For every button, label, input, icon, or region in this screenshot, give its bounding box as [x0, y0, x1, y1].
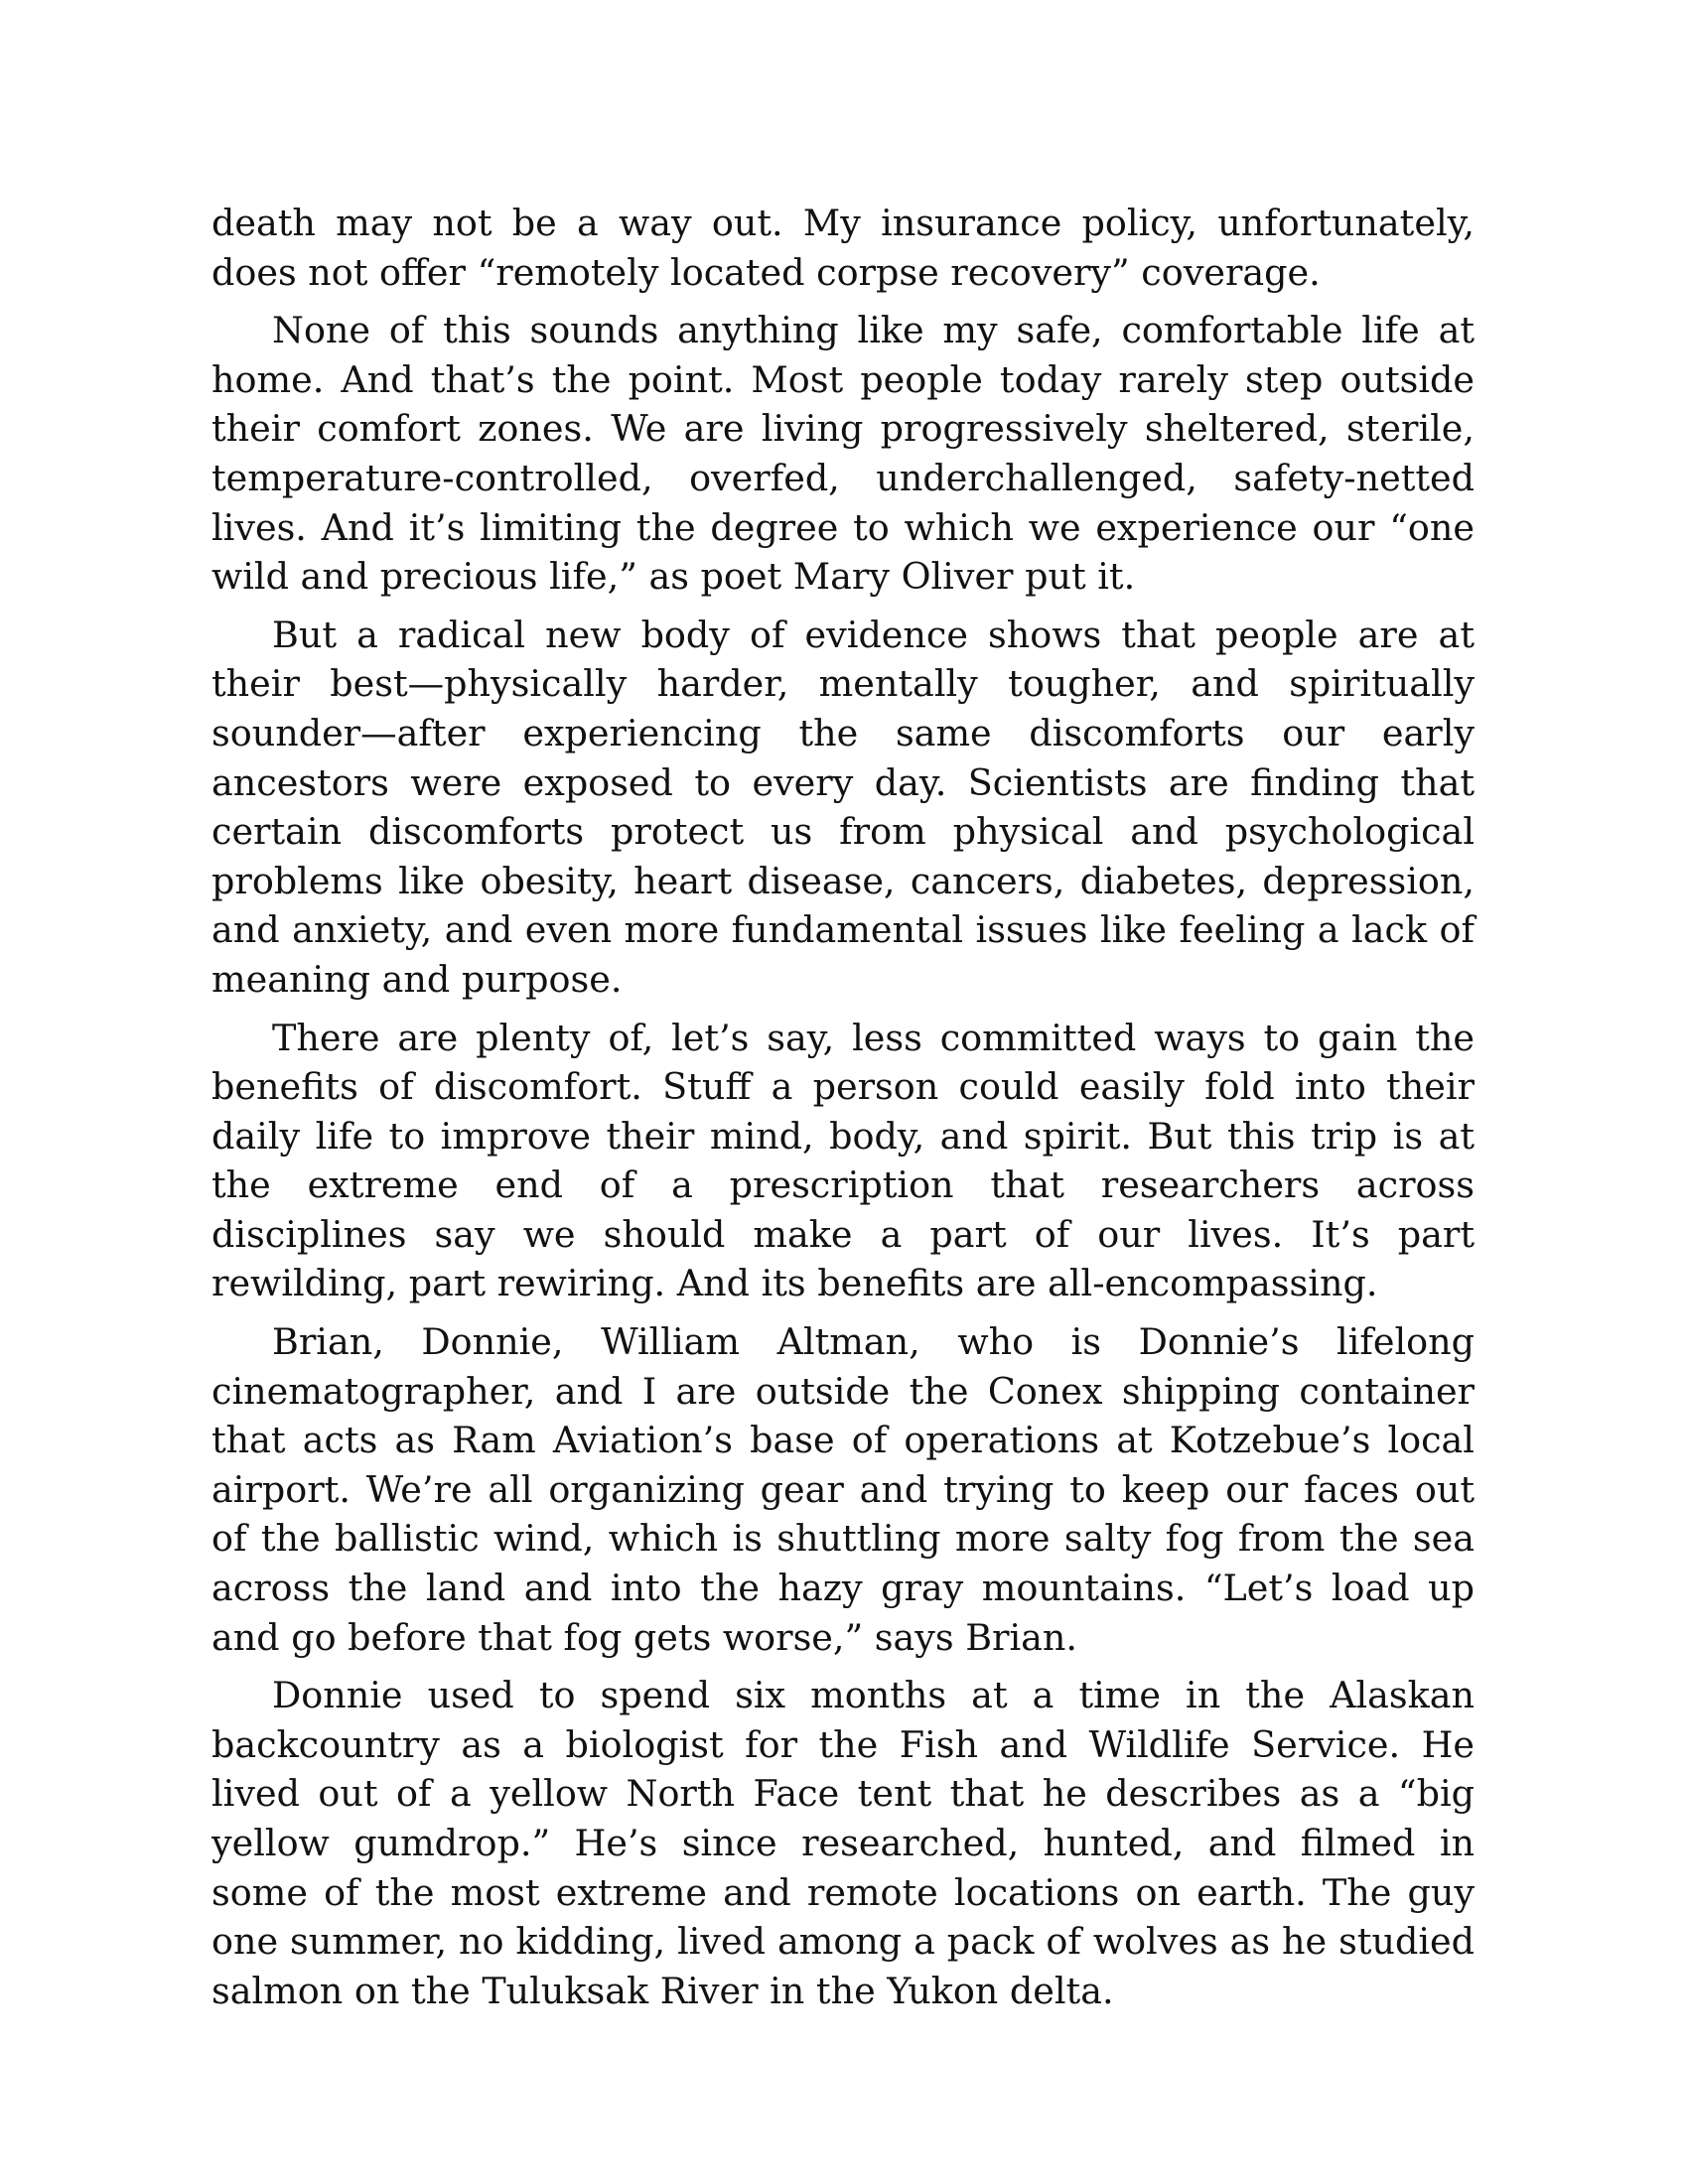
book-page-body	[211, 199, 1475, 2015]
paragraph-continued: death may not be a way out. My insurance policy, unfortunately, does not offer “remotely located corpse recovery” coverage.	[211, 202, 1475, 294]
paragraph-comfort-zones: None of this sounds anything like my safe, comfortable life at home. And that’s the point. Most people today rarely step outside their comfort zones. We are living progressively sheltered, sterile, temperature-controlled, overfed, underchallenged, safety-netted lives. And it’s limiting the degree to which we experience our “one wild and precious life,” as poet Mary Oliver put it.	[211, 309, 1475, 599]
paragraph-evidence: But a radical new body of evidence shows that people are at their best—physically harder, mentally tougher, and spiritually sounder—after experiencing the same discomforts our early ancestors were exposed to every day. Scientists are finding that certain discomforts protect us from physical and psychological problems like obesity, heart disease, cancers, diabetes, depression, and anxiety, and even more fundamental issues like feeling a lack of meaning and purpose.	[211, 613, 1475, 1001]
paragraph-airport: Brian, Donnie, William Altman, who is Donnie’s lifelong cinematographer, and I are outside the Conex shipping container that acts as Ram Aviation’s base of operations at Kotzebue’s local airport. We’re all organizing gear and trying to keep our faces out of the ballistic wind, which is shuttling more salty fog from the sea across the land and into the hazy gray mountains. “Let’s load up and go before that fog gets worse,” says Brian.	[211, 1320, 1475, 1659]
paragraph-benefits: There are plenty of, let’s say, less committed ways to gain the benefits of discomfort. Stuff a person could easily fold into their daily life to improve their mind, body, and spirit. But this trip is at the extreme end of a prescription that researchers across disciplines say we should make a part of our lives. It’s part rewilding, part rewiring. And its benefits are all-encompassing.	[211, 1016, 1475, 1305]
paragraph-donnie: Donnie used to spend six months at a time in the Alaskan backcountry as a biologist for the Fish and Wildlife Service. He lived out of a yellow North Face tent that he describes as a “big yellow gumdrop.” He’s since researched, hunted, and filmed in some of the most extreme and remote locations on earth. The guy one summer, no kidding, lived among a pack of wolves as he studied salmon on the Tuluksak River in the Yukon delta.	[211, 1674, 1475, 2012]
